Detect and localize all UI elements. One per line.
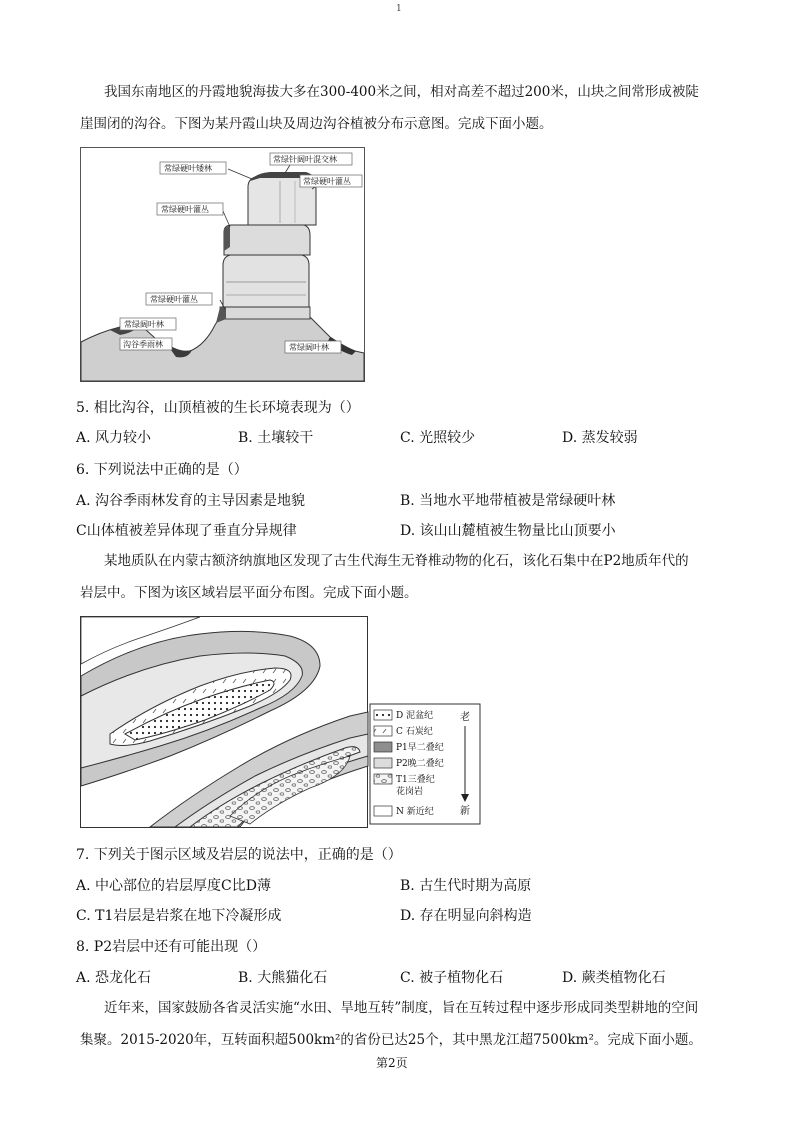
intro-3-line-2: 集聚。2015-2020年，互转面积超500km²的省份已达25个，其中黑龙江超7500km²。完成下面小题。 bbox=[80, 1032, 702, 1048]
middle-rock-block bbox=[224, 225, 310, 255]
q5-option-b[interactable]: B. 土壤较干 bbox=[238, 430, 314, 446]
label-valley-rainforest: 沟谷季雨林 bbox=[123, 340, 163, 349]
figure-1-svg bbox=[80, 147, 365, 382]
question-7-stem: 7. 下列关于图示区域及岩层的说法中，正确的是（） bbox=[76, 847, 402, 863]
q7-option-a[interactable]: A. 中心部位的岩层厚度C比D薄 bbox=[76, 878, 271, 894]
q6-option-b[interactable]: B. 当地水平地带植被是常绿硬叶林 bbox=[400, 493, 616, 509]
label-right-shrub: 常绿硬叶灌丛 bbox=[303, 177, 351, 186]
label-right-broadleaf: 常绿阔叶林 bbox=[289, 343, 329, 352]
legend-label-c: C 石炭纪 bbox=[396, 727, 433, 737]
legend-label-n: N 新近纪 bbox=[396, 807, 434, 817]
label-left-shrub-upper: 常绿硬叶灌丛 bbox=[161, 205, 209, 214]
left-shrub-band-upper bbox=[224, 225, 230, 251]
q5-option-a[interactable]: A. 风力较小 bbox=[76, 430, 152, 446]
q8-option-d[interactable]: D. 蕨类植物化石 bbox=[562, 970, 666, 986]
intro-1-line-1: 我国东南地区的丹霞地貌海拔大多在300-400米之间，相对高差不超过200米，山块之间常形成被陡 bbox=[104, 84, 699, 100]
legend-swatch-n bbox=[374, 806, 392, 816]
figure-danxia-vegetation bbox=[80, 147, 365, 382]
q6-option-d[interactable]: D. 该山山麓植被生物量比山顶要小 bbox=[400, 523, 616, 539]
q8-option-c[interactable]: C. 被子植物化石 bbox=[400, 970, 504, 986]
q8-option-a[interactable]: A. 恐龙化石 bbox=[76, 970, 152, 986]
lower-rock-column bbox=[223, 255, 309, 307]
question-8-stem: 8. P2岩层中还有可能出现（） bbox=[76, 939, 267, 955]
label-mixed-forest: 常绿针阔叶混交林 bbox=[273, 155, 337, 164]
q8-option-b[interactable]: B. 大熊猫化石 bbox=[238, 970, 328, 986]
intro-2-line-1: 某地质队在内蒙古额济纳旗地区发现了古生代海生无脊椎动物的化石，该化石集中在P2地质年代的 bbox=[104, 553, 689, 569]
legend-label-granite: 花岗岩 bbox=[396, 787, 424, 797]
legend-label-t1: T1三叠纪 bbox=[396, 775, 435, 785]
page-header-mark: 1 bbox=[396, 4, 402, 14]
legend-swatch-c bbox=[374, 726, 392, 736]
figure-rock-layer-map bbox=[80, 616, 482, 828]
legend-swatch-p2 bbox=[374, 758, 392, 768]
legend-old-label: 老 bbox=[460, 712, 470, 723]
legend-label-p2: P2晚二叠纪 bbox=[396, 759, 444, 769]
legend-swatch-t1 bbox=[374, 774, 392, 784]
label-left-shrub-lower: 常绿硬叶灌丛 bbox=[150, 295, 198, 304]
q7-option-b[interactable]: B. 古生代时期为高原 bbox=[400, 878, 532, 894]
intro-paragraph-2 bbox=[80, 545, 730, 609]
intro-paragraph-1 bbox=[80, 76, 720, 140]
legend-swatch-d bbox=[374, 710, 392, 720]
legend-swatch-p1 bbox=[374, 742, 392, 752]
legend-label-d: D 泥盆纪 bbox=[396, 711, 434, 721]
q5-option-d[interactable]: D. 蒸发较弱 bbox=[562, 430, 638, 446]
intro-3-line-1: 近年来，国家鼓励各省灵活实施“水田、旱地互转”制度，旨在互转过程中逐步形成同类型耕地的空间 bbox=[104, 1000, 699, 1016]
legend-label-p1: P1早二叠纪 bbox=[396, 743, 444, 753]
page-number: 第2页 bbox=[376, 1056, 408, 1070]
question-5-stem: 5. 相比沟谷，山顶植被的生长环境表现为（） bbox=[76, 400, 360, 416]
base-platform bbox=[220, 307, 310, 319]
q7-option-c[interactable]: C. T1岩层是岩浆在地下冷凝形成 bbox=[76, 908, 282, 924]
intro-paragraph-3 bbox=[80, 992, 730, 1056]
legend-new-label: 新 bbox=[460, 806, 470, 817]
q6-option-a[interactable]: A. 沟谷季雨林发育的主导因素是地貌 bbox=[76, 493, 306, 509]
q7-option-d[interactable]: D. 存在明显向斜构造 bbox=[400, 908, 532, 924]
intro-1-line-2: 崖围闭的沟谷。下图为某丹霞山块及周边沟谷植被分布示意图。完成下面小题。 bbox=[80, 116, 553, 132]
intro-2-line-2: 岩层中。下图为该区域岩层平面分布图。完成下面小题。 bbox=[80, 585, 418, 601]
q5-option-c[interactable]: C. 光照较少 bbox=[400, 430, 476, 446]
label-left-broadleaf: 常绿阔叶林 bbox=[124, 320, 164, 329]
figure-2-svg bbox=[80, 616, 482, 828]
q6-option-c[interactable]: C山体植被差异体现了垂直分异规律 bbox=[76, 523, 297, 539]
label-evergreen-sclerophyll-low-forest: 常绿硬叶矮林 bbox=[164, 164, 212, 173]
question-6-stem: 6. 下列说法中正确的是（） bbox=[76, 462, 248, 478]
